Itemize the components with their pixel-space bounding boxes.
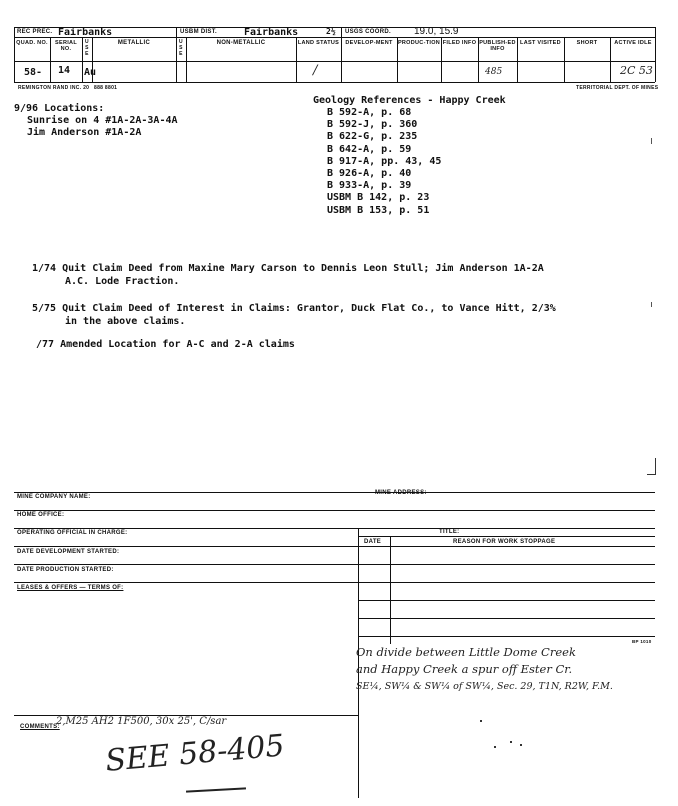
serial-no-label: SERIAL NO. xyxy=(55,40,77,52)
location-line: Sunrise on 4 #1A-2A-3A-4A xyxy=(27,115,178,126)
short-label: SHORT xyxy=(576,40,598,46)
locations-title: 9/96 Locations: xyxy=(14,103,105,114)
scan-speck xyxy=(480,720,482,722)
published-info-label: PUBLISH-ED INFO xyxy=(479,40,516,52)
geology-ref: B 622-G, p. 235 xyxy=(327,131,418,143)
usbm-dist-label: USBM DIST. xyxy=(180,29,218,35)
active-idle-value: 2C 53 xyxy=(620,64,653,77)
note-line: /77 Amended Location for A-C and 2-A claims xyxy=(36,339,295,350)
nonmetallic-label: NON-METALLIC xyxy=(216,40,266,46)
geology-ref: B 933-A, p. 39 xyxy=(327,180,412,192)
location-line: Jim Anderson #1A-2A xyxy=(27,127,142,138)
geology-ref: B 592-J, p. 360 xyxy=(327,119,418,131)
date-production-label: DATE PRODUCTION STARTED: xyxy=(17,567,114,573)
note-line: 1/74 Quit Claim Deed from Maxine Mary Carson to Dennis Leon Stull; Jim Anderson 1A-2A xyxy=(32,263,544,274)
scan-mark xyxy=(647,458,656,475)
home-office-label: HOME OFFICE: xyxy=(17,512,65,518)
scan-speck xyxy=(520,744,522,746)
scan-speck xyxy=(494,746,496,748)
date-column-label: DATE xyxy=(364,539,382,545)
land-status-label: LAND STATUS xyxy=(297,40,340,46)
note-line: in the above claims. xyxy=(65,316,186,327)
last-visited-label: LAST VISITED xyxy=(520,40,561,46)
see-reference: SEE 58-405 xyxy=(104,728,286,779)
geology-ref: B 592-A, p. 68 xyxy=(327,107,412,118)
geology-ref: B 642-A, p. 59 xyxy=(327,143,412,155)
see-reference-underline xyxy=(186,787,246,792)
use-label: U S E xyxy=(85,39,89,57)
geology-ref: USBM B 142, p. 23 xyxy=(327,192,430,204)
filed-info-label: FILED INFO xyxy=(442,40,477,46)
geology-ref: B 917-A, pp. 43, 45 xyxy=(327,155,442,167)
leases-label: LEASES & OFFERS — TERMS OF: xyxy=(17,585,124,591)
production-label: PRODUC-TION xyxy=(397,40,441,46)
title-label: TITLE: xyxy=(439,529,460,535)
rec-prec-label: REC PREC. xyxy=(17,29,53,35)
note-line: A.C. Lode Fraction. xyxy=(65,276,180,287)
location-hand-line: and Happy Creek a spur off Ester Cr. xyxy=(356,662,573,676)
location-hand-line: SE¼, SW¼ & SW¼ of SW¼, Sec. 29, T1N, R2W, F.M. xyxy=(356,681,613,692)
geology-block xyxy=(313,94,506,217)
form-code: BP 1010 xyxy=(632,639,652,644)
quad-value: 58- xyxy=(24,67,43,78)
location-description xyxy=(356,644,613,695)
reason-label: REASON FOR WORK STOPPAGE xyxy=(453,539,556,545)
locations-block xyxy=(14,102,178,139)
usgs-coord-value: 19.0, 15.9 xyxy=(414,26,459,37)
land-status-value: / xyxy=(313,63,318,78)
development-label: DEVELOP-MENT xyxy=(345,40,393,46)
date-development-label: DATE DEVELOPMENT STARTED: xyxy=(17,549,120,555)
comments-label: COMMENTS: xyxy=(20,724,60,730)
scan-mark xyxy=(651,302,652,307)
note-item xyxy=(36,338,295,351)
note-line: 5/75 Quit Claim Deed of Interest in Claims: Grantor, Duck Flat Co., to Vance Hitt, 2/3% xyxy=(32,303,556,314)
scan-speck xyxy=(510,741,512,743)
geology-title: Geology References - Happy Creek xyxy=(313,95,506,106)
metallic-label: METALLIC xyxy=(117,40,151,46)
quad-no-label: QUAD. NO. xyxy=(16,40,48,46)
mine-address-label: MINE ADDRESS: xyxy=(375,490,427,496)
remington-note: REMINGTON RAND INC. 20 xyxy=(18,85,90,91)
usbm-dist-value: Fairbanks xyxy=(244,27,299,38)
comments-value: 2,M25 AH2 1F500, 30x 25', C/sar xyxy=(56,716,227,727)
rec-prec-value: Fairbanks xyxy=(58,27,113,38)
usgs-coord-label: USGS COORD. xyxy=(345,29,391,35)
note-item xyxy=(32,262,544,288)
location-hand-line: On divide between Little Dome Creek xyxy=(356,645,576,659)
scan-mark xyxy=(651,138,652,144)
use-label-2: U S E xyxy=(179,39,183,57)
serial-value: 14 xyxy=(58,65,71,76)
remington-codes: 888 8801 xyxy=(94,85,118,91)
metallic-value: Au xyxy=(84,67,97,78)
usbm-dist-mark: 2½ xyxy=(326,27,336,36)
geology-ref: B 926-A, p. 40 xyxy=(327,168,412,180)
published-value: 485 xyxy=(485,67,503,77)
mine-company-name-label: MINE COMPANY NAME: xyxy=(17,494,91,500)
active-idle-label: ACTIVE IDLE xyxy=(614,40,652,46)
territorial-note: TERRITORIAL DEPT. OF MINES xyxy=(576,85,659,91)
note-item xyxy=(32,302,556,328)
operating-official-label: OPERATING OFFICIAL IN CHARGE: xyxy=(17,530,128,536)
geology-ref: USBM B 153, p. 51 xyxy=(327,204,430,216)
